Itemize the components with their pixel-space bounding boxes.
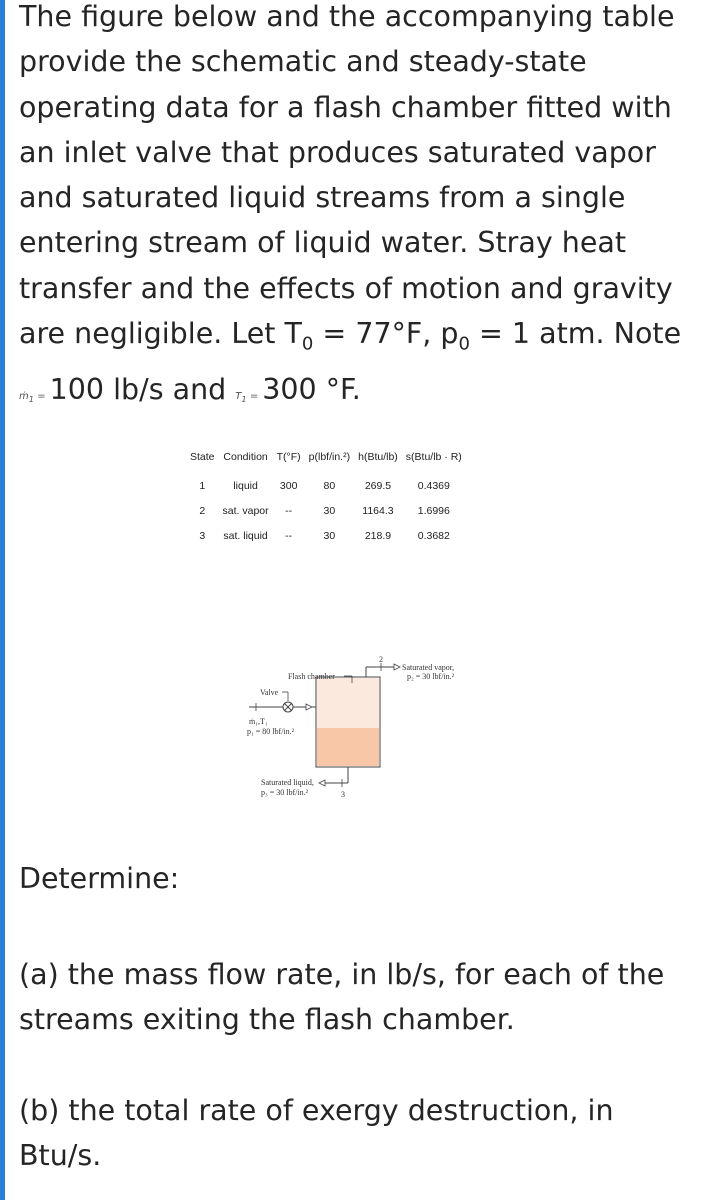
inlet-arrow-icon	[306, 704, 312, 710]
table-row	[186, 473, 466, 498]
state-property-table	[186, 446, 466, 548]
table-cell: 1164.3	[362, 505, 394, 517]
header-entropy: s(Btu/lb · R)	[405, 451, 462, 463]
table-cell: 1	[199, 480, 206, 492]
state-2-label: 2	[379, 655, 383, 664]
question-b: (b) the total rate of exergy destruction, in Btu/s.	[19, 1094, 614, 1173]
vapor-arrow-icon	[394, 664, 400, 670]
table-cell: 0.4369	[417, 480, 450, 492]
state-3-label: 3	[341, 790, 345, 799]
table-cell: 0.3682	[417, 530, 450, 542]
left-accent-rule	[0, 0, 5, 1200]
problem-statement	[19, 0, 689, 422]
inlet-label: ṁ₁,T₁	[249, 717, 268, 726]
table-cell: 30	[323, 505, 336, 517]
flash-chamber-schematic	[236, 655, 506, 840]
table-cell: 269.5	[364, 480, 392, 492]
table-cell: sat. vapor	[222, 505, 269, 517]
table-cell: liquid	[233, 480, 258, 492]
liquid-label: Saturated liquid,	[261, 778, 314, 787]
determine-heading: Determine:	[19, 862, 180, 895]
table-cell: 2	[199, 505, 206, 517]
table-cell: 218.9	[364, 530, 392, 542]
valve-label: Valve	[260, 688, 279, 697]
table-cell: --	[285, 530, 293, 542]
vapor-label: Saturated vapor,	[402, 663, 455, 672]
liquid-pressure-label: p₃ = 30 lbf/in.²	[261, 788, 309, 797]
table-header-row	[186, 446, 466, 473]
table-row	[186, 523, 466, 548]
table-cell: 80	[323, 480, 336, 492]
header-enthalpy: h(Btu/lb)	[358, 451, 398, 463]
vapor-pressure-label: p₂ = 30 lbf/in.²	[407, 672, 455, 681]
table-cell: sat. liquid	[223, 530, 268, 542]
problem-text-1: The figure below and the accompanying table provide the schematic and steady-state operating data for a flash chamber fitted with an inlet valve that produces saturated vapor and saturated liquid streams from a single entering stream of liquid water. Stray heat transfer and the effects of motion and gravity are negligible. Let T	[19, 0, 675, 351]
table-cell: --	[285, 505, 293, 517]
flash-chamber-label: Flash chamber	[288, 672, 335, 681]
header-pressure: p(lbf/in.²)	[308, 451, 351, 463]
liquid-arrow-icon	[319, 780, 325, 786]
t1-inline-symbol: $T_1$ =	[235, 391, 259, 405]
table-cell: 1.6996	[417, 505, 450, 517]
m1-value: 100 lb/s and	[49, 373, 227, 407]
p0-subscript: 0	[458, 333, 470, 355]
table-row	[186, 498, 466, 523]
problem-text-1c: = 1 atm. Note	[469, 317, 682, 351]
question-a: (a) the mass flow rate, in lb/s, for each of the streams exiting the flash chamber.	[19, 958, 665, 1037]
problem-text-1b: = 77°F, p	[313, 317, 459, 351]
m1-inline-symbol: ṁ$_1$ =	[19, 391, 46, 405]
header-temperature: T(°F)	[276, 451, 301, 463]
vapor-region	[317, 678, 379, 728]
table-cell: 30	[323, 530, 336, 542]
table-cell: 300	[279, 480, 298, 492]
header-condition: Condition	[223, 451, 268, 463]
table-cell: 3	[199, 530, 206, 542]
t0-subscript: 0	[301, 333, 314, 355]
liquid-region	[317, 728, 379, 766]
header-state: State	[190, 451, 215, 463]
inlet-pressure-label: p₁ = 80 lbf/in.²	[247, 727, 295, 736]
t1-value: 300 °F.	[262, 373, 361, 407]
